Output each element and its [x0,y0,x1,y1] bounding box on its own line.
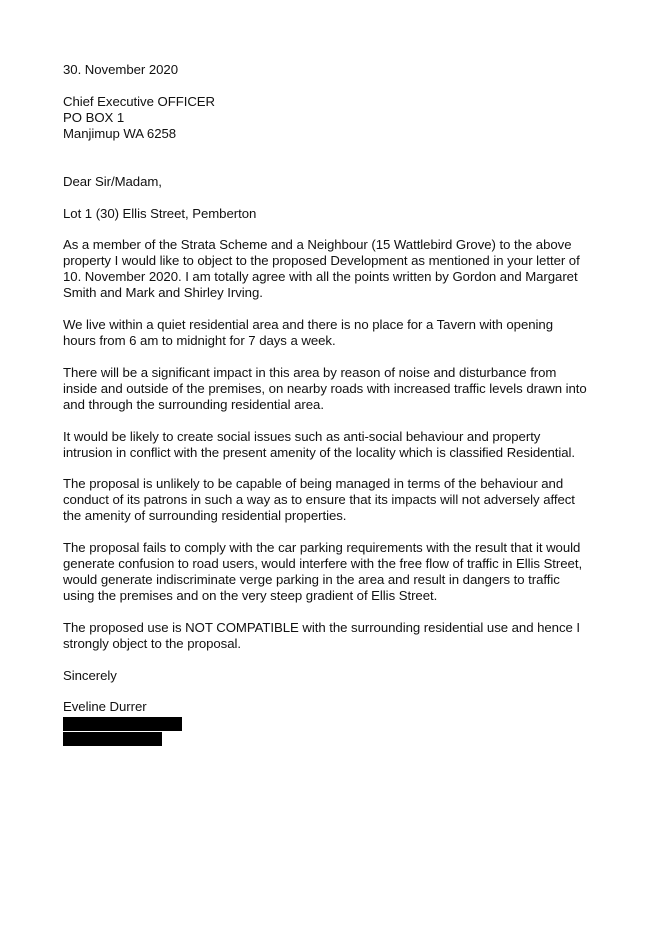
paragraph-conclusion [63,620,608,652]
paragraph-quiet-area [63,317,608,349]
recipient-line: PO BOX 1 [63,109,125,125]
recipient-line: Chief Executive OFFICER [63,93,216,109]
paragraph-social-issues [63,429,608,461]
paragraph-line: using the premises and on the very steep gradient of Ellis Street. [63,587,438,603]
paragraph-line: hours from 6 am to midnight for 7 days a week. [63,332,336,348]
date-text: 30. November 2020 [63,62,178,77]
paragraph-line: Smith and Mark and Shirley Irving. [63,285,263,301]
subject-text: Lot 1 (30) Ellis Street, Pemberton [63,205,257,221]
signature-block [63,699,608,746]
paragraph-line: inside and outside of the premises, on nearby roads with increased traffic levels drawn into [63,380,587,396]
paragraph-line: There will be a significant impact in this area by reason of noise and disturbance from [63,364,557,380]
paragraph-line: 10. November 2020. I am totally agree with all the points written by Gordon and Margaret [63,269,578,285]
salutation-text: Dear Sir/Madam, [63,173,162,189]
letter-date [63,62,608,78]
signature-name: Eveline Durrer [63,699,147,715]
paragraph-parking [63,540,608,604]
subject-line [63,206,608,222]
closing [63,668,608,684]
paragraph-line: the amenity of surrounding residential properties. [63,508,347,524]
closing-text: Sincerely [63,667,117,683]
paragraph-line: The proposal is unlikely to be capable of being managed in terms of the behaviour and [63,476,564,492]
paragraph-line: intrusion in conflict with the present amenity of the locality which is classified Residential. [63,444,576,460]
paragraph-line: and through the surrounding residential area. [63,396,324,412]
paragraph-line: We live within a quiet residential area and there is no place for a Tavern with opening [63,317,553,333]
paragraph-line: would generate indiscriminate verge parking in the area and result in dangers to traffic [63,571,560,587]
recipient-line: Manjimup WA 6258 [63,125,177,141]
letter-page [63,62,608,746]
salutation [63,174,608,190]
paragraph-line: conduct of its patrons in such a way as to ensure that its impacts will not adversely affect [63,492,575,508]
paragraph-line: The proposed use is NOT COMPATIBLE with the surrounding residential use and hence I [63,619,581,635]
redaction-bar [63,732,162,746]
paragraph-line: generate confusion to road users, would interfere with the free flow of traffic in Ellis Street, [63,556,583,572]
paragraph-noise [63,365,608,413]
paragraph-management [63,476,608,524]
paragraph-line: As a member of the Strata Scheme and a Neighbour (15 Wattlebird Grove) to the above [63,237,572,253]
redaction-bar [63,717,182,731]
paragraph-line: strongly object to the proposal. [63,635,242,651]
recipient-address [63,94,608,142]
paragraph-line: It would be likely to create social issues such as anti-social behaviour and property [63,428,541,444]
paragraph-line: property I would like to object to the proposed Development as mentioned in your letter of [63,253,580,269]
paragraph-objection [63,237,608,301]
paragraph-line: The proposal fails to comply with the car parking requirements with the result that it would [63,540,581,556]
